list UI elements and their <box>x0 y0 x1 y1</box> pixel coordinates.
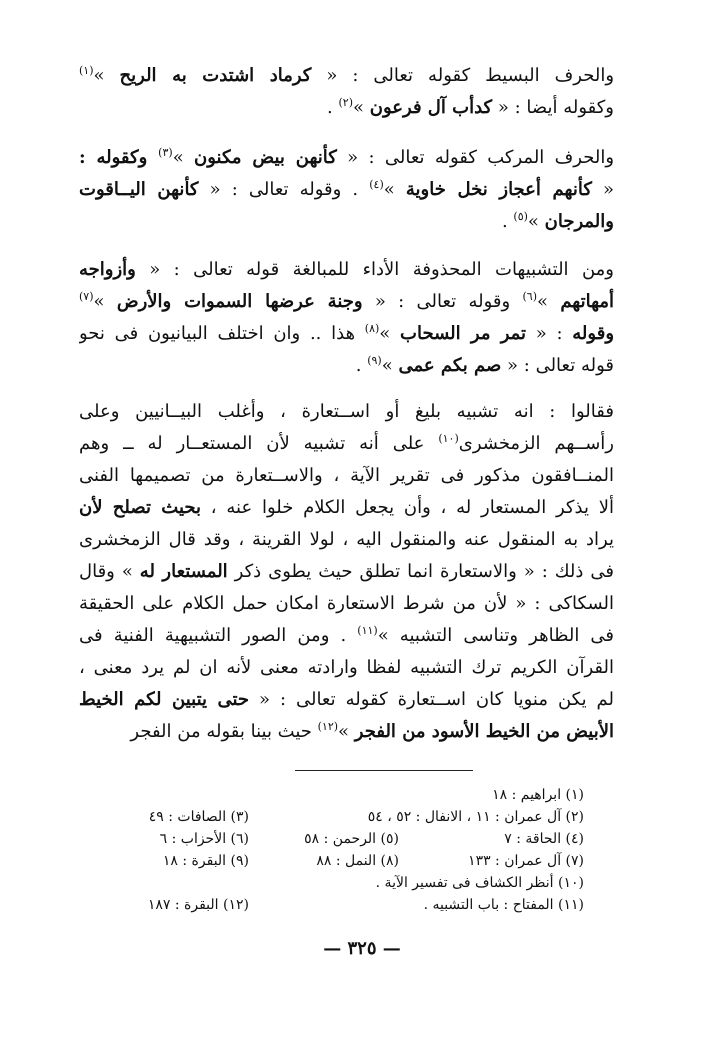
body-text: رأســهم الزمخشرى <box>458 433 614 454</box>
footnote-marker: (١١) <box>357 624 378 637</box>
text-line <box>79 588 614 620</box>
quran-quote-text: الأبيض من الخيط الأسود من الفجر <box>354 721 614 742</box>
text-line <box>79 254 614 286</box>
quran-quote-text: وقوله <box>572 323 614 344</box>
footnote-marker: (٤) <box>369 178 384 191</box>
body-text: فى الظاهر وتناسى التشبيه » <box>377 625 614 646</box>
body-text: » <box>381 355 399 376</box>
text-line <box>79 142 614 174</box>
body-text: . <box>501 211 514 232</box>
text-line <box>79 652 614 684</box>
body-text: » وقال <box>79 561 140 582</box>
body-text: المنــافقون مذكور فى تقرير الآية ، والاســتعارة من تصميمها الفنى <box>79 465 614 486</box>
body-text: فقالوا : انه تشبيه بليغ أو اســتعارة ، وأغلب البيــانيين وعلى <box>79 401 614 422</box>
body-text: » <box>353 97 370 118</box>
quran-quote-text: وأزواجه <box>79 259 136 280</box>
paragraph-metaphor-discussion <box>79 396 614 748</box>
page-number: — ٣٢٥ — <box>323 938 401 959</box>
text-line <box>79 92 614 124</box>
footnote-marker: (١٢) <box>317 720 339 733</box>
text-line <box>79 492 614 524</box>
text-line <box>79 318 614 350</box>
text-line <box>79 286 614 318</box>
footnote-marker: (١) <box>79 64 94 77</box>
footnote: (١) ابراهيم : ١٨ <box>492 787 584 803</box>
text-line <box>79 174 614 206</box>
body-text: » <box>338 721 355 742</box>
text-line <box>79 396 614 428</box>
body-text: » <box>93 65 120 86</box>
footnote: (١٠) أنظر الكشاف فى تفسير الآية . <box>375 875 584 891</box>
body-text: والحرف البسيط كقوله تعالى : « <box>311 65 614 86</box>
footnote-marker: (٧) <box>79 290 94 303</box>
footnote-marker: (٩) <box>367 354 382 367</box>
body-text: » <box>383 179 406 200</box>
quran-quote-text: صم بكم عمى <box>398 355 502 376</box>
quran-quote-text: وكقوله : <box>79 147 159 168</box>
footnote: (٥) الرحمن : ٥٨ <box>304 831 399 847</box>
footnote: (٦) الأحزاب : ٦ <box>159 831 249 847</box>
paragraph-omitted-particle <box>79 254 614 382</box>
quran-quote-text: حتى يتبين لكم الخيط <box>79 689 250 710</box>
quran-quote-text: المستعار له <box>139 561 228 582</box>
body-text: » <box>527 211 545 232</box>
text-line <box>79 206 614 238</box>
footnote: (١٢) البقرة : ١٨٧ <box>147 897 249 913</box>
text-line <box>79 350 614 382</box>
quran-quote-text: وجنة عرضها السموات والأرض <box>116 291 363 312</box>
body-text: . <box>355 355 368 376</box>
footnote: (٩) البقرة : ١٨ <box>162 853 249 869</box>
footnote-marker: (١٠) <box>438 432 459 445</box>
footnote: (٧) آل عمران : ١٣٣ <box>468 853 584 869</box>
body-text: : « <box>526 323 573 344</box>
footnote: (٨) النمل : ٨٨ <box>316 853 399 869</box>
quran-quote-text: كأنهن بيض مكنون <box>194 147 337 168</box>
body-text: حيث بينا بقوله من الفجر <box>130 721 318 742</box>
quran-quote-text: كأنهن اليــاقوت <box>79 179 199 200</box>
body-text: القرآن الكريم ترك التشبيه لفظا وارادته معنى لأنه ان لم يرد معنى ، <box>79 657 614 678</box>
body-text: ألا يذكر المستعار له ، وأن يجعل الكلام خلوا عنه ، <box>201 497 614 518</box>
text-line <box>79 556 614 588</box>
footnote-marker: (٢) <box>338 96 354 109</box>
body-text: هذا .. وان اختلف البيانيون فى نحو <box>79 323 365 344</box>
body-text: وكقوله أيضا : « <box>492 97 614 118</box>
body-text: « <box>591 179 614 200</box>
body-text: » <box>93 291 117 312</box>
quran-quote-text: تمر مر السحاب <box>400 323 527 344</box>
body-text: » <box>379 323 401 344</box>
footnote-marker: (٨) <box>364 322 380 335</box>
text-line <box>79 428 614 460</box>
footnote-marker: (٣) <box>158 146 173 159</box>
body-text: » <box>172 147 195 168</box>
text-line <box>79 716 614 748</box>
body-text: وقوله تعالى : « <box>362 291 523 312</box>
quran-quote-text: بحيث تصلح لأن <box>79 497 202 518</box>
paragraph-simple-particle <box>79 60 614 124</box>
footnote: (٤) الحاقة : ٧ <box>504 831 584 847</box>
text-line <box>79 460 614 492</box>
body-text: . <box>327 97 339 118</box>
quran-quote-text: كرماد اشتدت به الريح <box>119 65 312 86</box>
footnote: (٣) الصافات : ٤٩ <box>148 809 249 825</box>
body-text: فى ذلك : « والاستعارة انما تطلق حيث يطوى ذكر <box>227 561 614 582</box>
footnote: (٢) آل عمران : ١١ ، الانفال : ٥٢ ، ٥٤ <box>367 809 584 825</box>
text-line <box>79 524 614 556</box>
text-line <box>79 684 614 716</box>
quran-quote-text: أمهاتهم <box>560 291 614 312</box>
body-text: والحرف المركب كقوله تعالى : « <box>336 147 614 168</box>
body-text: » <box>537 291 561 312</box>
text-line <box>79 60 614 92</box>
body-text: لم يكن منويا كان اســتعارة كقوله تعالى : « <box>249 689 614 710</box>
body-text: قوله تعالى : « <box>501 355 614 376</box>
body-text: . وقوله تعالى : « <box>198 179 370 200</box>
quran-quote-text: والمرجان <box>544 211 614 232</box>
body-text: السكاكى : « لأن من شرط الاستعارة امكان حمل الكلام على الحقيقة <box>79 593 614 614</box>
body-text: ومن التشبيهات المحذوفة الأداء للمبالغة قوله تعالى : « <box>135 259 614 280</box>
body-text: يراد به المنقول عنه والمنقول اليه ، لولا القرينة ، وقد قال الزمخشرى <box>79 529 614 550</box>
text-line <box>79 620 614 652</box>
paragraph-compound-particle <box>79 142 614 238</box>
body-text: على أنه تشبيه لأن المستعــار له ــ وهم <box>79 433 439 454</box>
footnote: (١١) المفتاح : باب التشبيه . <box>423 897 584 913</box>
body-text: . ومن الصور التشبيهية الفنية فى <box>79 625 358 646</box>
quran-quote-text: كدأب آل فرعون <box>369 97 493 118</box>
footnote-separator <box>295 770 473 771</box>
quran-quote-text: كأنهم أعجاز نخل خاوية <box>405 179 592 200</box>
footnote-marker: (٦) <box>522 290 537 303</box>
footnote-marker: (٥) <box>513 210 528 223</box>
